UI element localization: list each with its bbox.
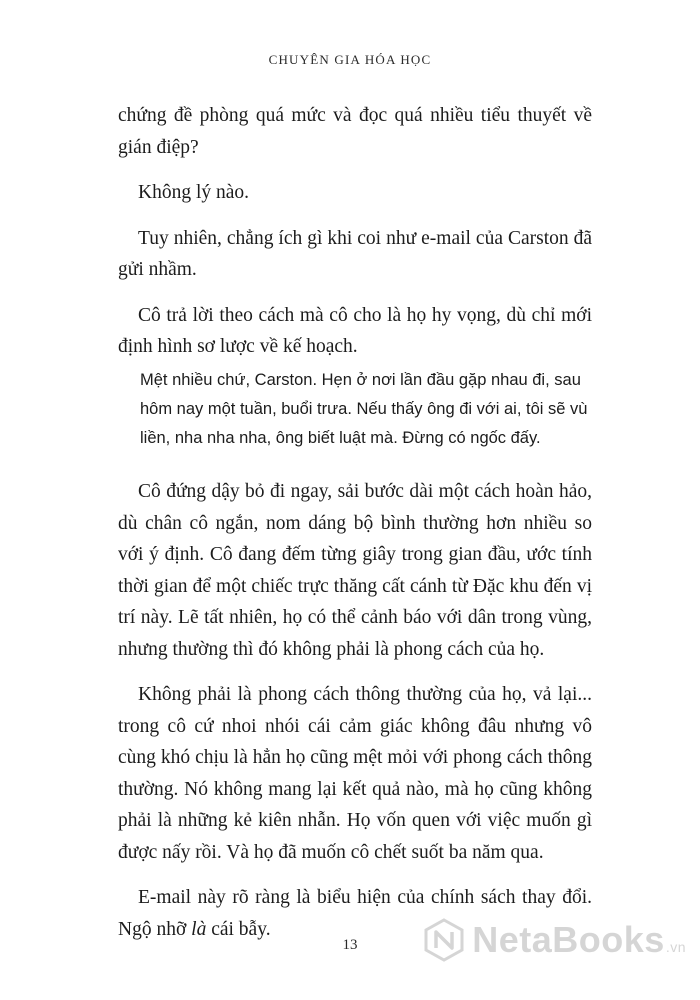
paragraph: Cô trả lời theo cách mà cô cho là họ hy vọng, dù chỉ mới định hình sơ lược về kế hoạch. (118, 304, 592, 357)
paragraph: Không lý nào. (138, 182, 250, 203)
paragraph-text: cái bẫy. (206, 918, 271, 940)
page-number: 13 (342, 937, 358, 953)
italic-word: là (191, 918, 207, 940)
paragraph-text: E-mail này rõ ràng là biểu hiện của chính sách thay đổi. Ngộ nhỡ (118, 887, 592, 940)
quote-text: Mệt nhiều chứ, Carston. Hẹn ở nơi lần đầu gặp nhau đi, sau hôm nay một tuần, buổi trưa. Nếu thấy ông đi với ai, tôi sẽ vù liền, nha nha nha, ông biết luật mà. Đừng có ngốc đấy. (140, 371, 588, 447)
paragraph: Không phải là phong cách thông thường của họ, vả lại... trong cô cứ nhoi nhói cái cảm giác không đâu nhưng vô cùng khó chịu là hẳn họ cũng mệt mỏi với phong cách thông thường. Nó không mang lại kết quả nào, mà họ cũng không phải là những kẻ kiên nhẫn. Họ vốn quen với việc muốn gì được nấy rồi. Và họ đã muốn cô chết suốt ba năm qua. (118, 684, 592, 863)
body-bottom (118, 476, 592, 945)
email-quote (140, 366, 600, 453)
paragraph: Cô đứng dậy bỏ đi ngay, sải bước dài một cách hoàn hảo, dù chân cô ngắn, nom dáng bộ bình thường hơn nhiều so với ý định. Cô đang đếm từng giây trong gian đầu, ước tính thời gian để một chiếc trực thăng cất cánh từ Đặc khu đến vị trí này. Lẽ tất nhiên, họ có thể cảnh báo với dân trong vùng, nhưng thường thì đó không phải là phong cách của họ. (118, 481, 592, 660)
watermark-brand: NetaBooks.vn (472, 919, 686, 960)
netabooks-logo-icon (422, 918, 466, 962)
watermark-suffix: .vn (665, 939, 686, 955)
running-header: CHUYÊN GIA HÓA HỌC (268, 52, 432, 67)
paragraph-continuation: chứng đề phòng quá mức và đọc quá nhiều tiểu thuyết về gián điệp? (118, 105, 592, 158)
watermark (422, 918, 686, 962)
body-top (118, 100, 592, 363)
paragraph: Tuy nhiên, chẳng ích gì khi coi như e-mail của Carston đã gửi nhầm. (118, 227, 592, 280)
